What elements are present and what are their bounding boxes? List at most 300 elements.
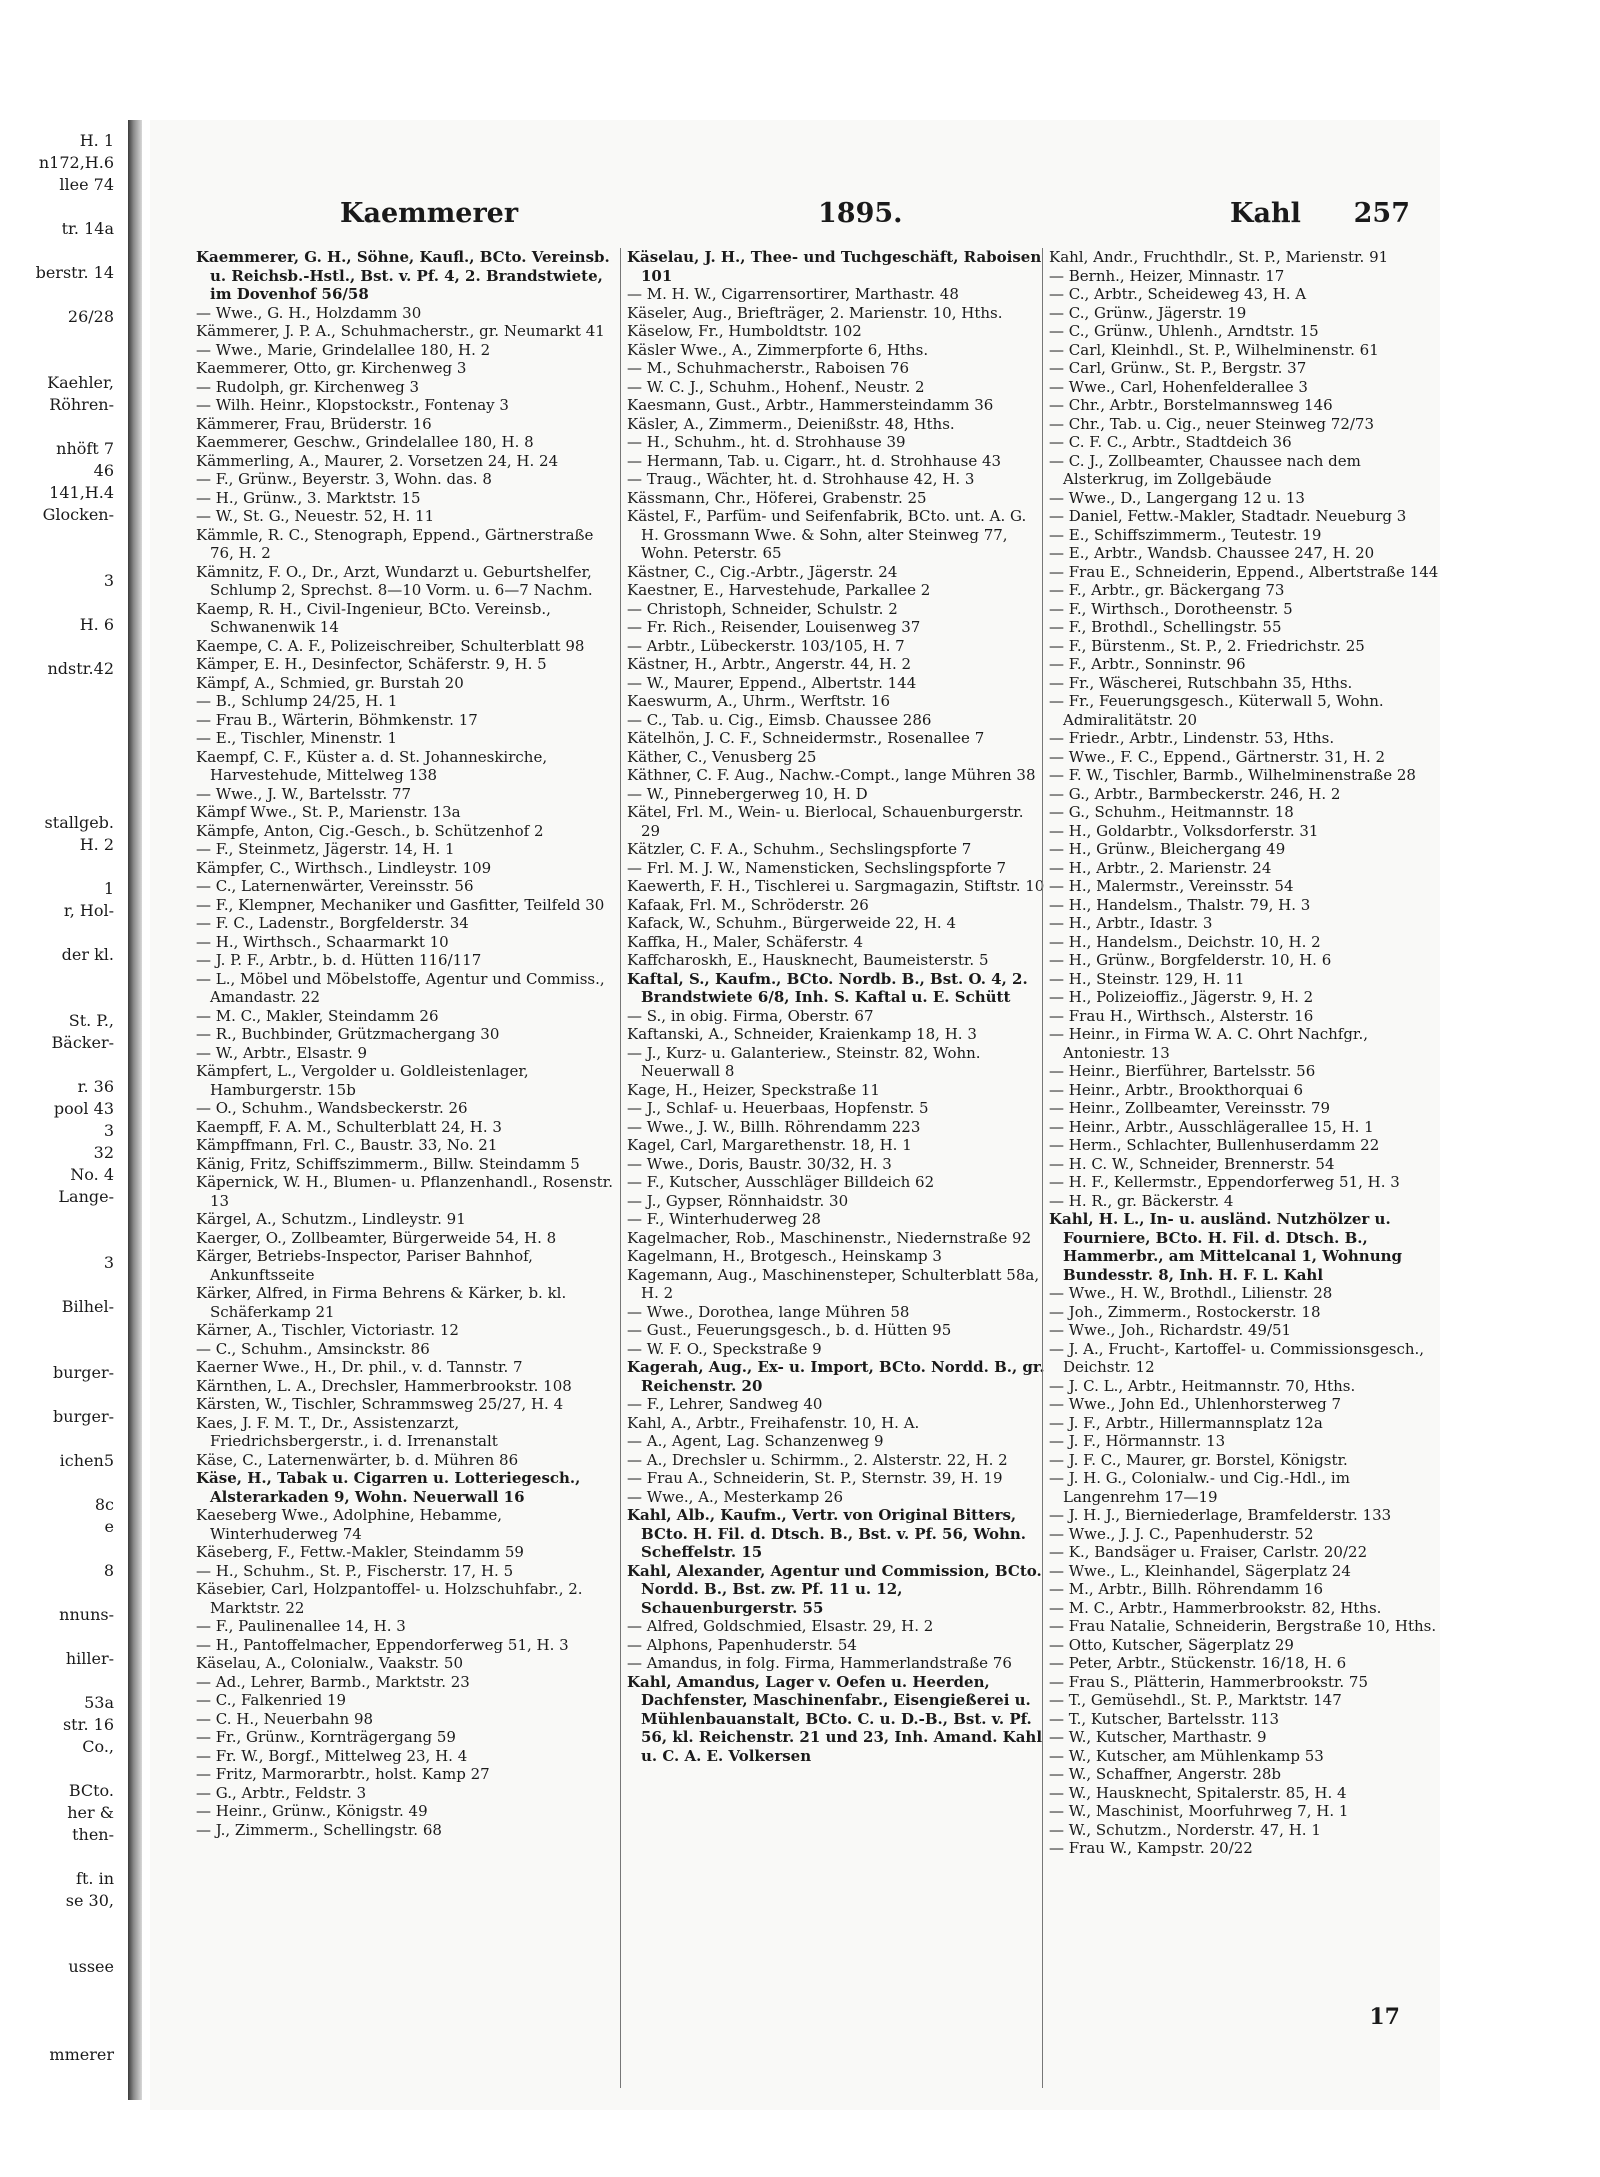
previous-page-fragment	[0, 328, 120, 350]
directory-entry: — Wwe., John Ed., Uhlenhorsterweg 7	[1049, 1395, 1342, 1413]
directory-entry: — H., Schuhm., ht. d. Strohhause 39	[627, 433, 906, 451]
directory-entry: — Chr., Arbtr., Borstelmannsweg 146	[1049, 396, 1333, 414]
directory-entry: Käseler, Aug., Briefträger, 2. Marienstr. 10, Hths.	[627, 303, 1003, 322]
directory-entry: — J. H. J., Bierniederlage, Bramfelderstr. 133	[1049, 1506, 1392, 1524]
directory-entry: Kahl, Alb., Kaufm., Vertr. von Original Bitters, BCto. H. Fil. d. Dtsch. B., Bst. v. Pf. 56, Wohn. Scheffelstr. 15	[627, 1506, 1027, 1561]
directory-entry: — Alfred, Goldschmied, Elsastr. 29, H. 2	[627, 1617, 934, 1635]
directory-entry: — Gust., Feuerungsgesch., b. d. Hütten 95	[627, 1321, 952, 1339]
directory-entry: Kagelmacher, Rob., Maschinenstr., Niedernstraße 92	[627, 1228, 1032, 1247]
directory-entry: Kahl, Andr., Fruchthdlr., St. P., Marienstr. 91	[1049, 248, 1389, 266]
directory-entry: — W., St. G., Neuestr. 52, H. 11	[196, 507, 435, 525]
directory-entry: — Frau W., Kampstr. 20/22	[1049, 1839, 1253, 1857]
directory-entry: Kaeseberg Wwe., Adolphine, Hebamme, Winterhuderweg 74	[196, 1506, 503, 1543]
directory-entry: Kahl, Alexander, Agentur und Commission, BCto. Nordd. B., Bst. zw. Pf. 11 u. 12, Schauenburgerstr. 55	[627, 1561, 1042, 1617]
directory-entry: Kämpfer, C., Wirthsch., Lindleystr. 109	[196, 858, 492, 877]
directory-entry: — C. F. C., Arbtr., Stadtdeich 36	[1049, 433, 1292, 451]
previous-page-fragment	[0, 1274, 120, 1296]
previous-page-fragment	[0, 1912, 120, 1934]
directory-entry: Kämpf, A., Schmied, gr. Burstah 20	[196, 673, 464, 692]
directory-entry: Kaes, J. F. M. T., Dr., Assistenzarzt, Friedrichsbergerstr., i. d. Irrenanstalt	[196, 1413, 498, 1450]
previous-page-fragment: ndstr.42	[47, 659, 114, 678]
directory-entry: Käselau, J. H., Thee- und Tuchgeschäft, Raboisen 101	[627, 248, 1042, 285]
previous-page-fragment: se 30,	[65, 1891, 114, 1910]
previous-page-fragment: 3	[103, 1253, 114, 1272]
directory-entry: — Alphons, Papenhuderstr. 54	[627, 1635, 857, 1654]
directory-entry: — Heinr., in Firma W. A. C. Ohrt Nachfgr., Antoniestr. 13	[1049, 1025, 1368, 1062]
directory-entry: — H., Grünw., Bleichergang 49	[1049, 840, 1286, 858]
directory-entry: — Friedr., Arbtr., Lindenstr. 53, Hths.	[1049, 729, 1335, 747]
previous-page-fragment: 53a	[84, 1693, 114, 1712]
directory-entry: Käther, C., Venusberg 25	[627, 747, 817, 766]
directory-entry: — Wwe., L., Kleinhandel, Sägerplatz 24	[1049, 1561, 1351, 1580]
directory-entry: Käsebier, Carl, Holzpantoffel- u. Holzschuhfabr., 2. Marktstr. 22	[196, 1580, 583, 1617]
directory-entry: — Fritz, Marmorarbtr., holst. Kamp 27	[196, 1765, 490, 1783]
directory-entry: — C., Grünw., Uhlenh., Arndtstr. 15	[1049, 322, 1319, 340]
directory-entry: — Wwe., J. J. C., Papenhuderstr. 52	[1049, 1524, 1314, 1543]
directory-entry: Kaemmerer, Otto, gr. Kirchenweg 3	[196, 359, 467, 377]
directory-entry: — F., Grünw., Beyerstr. 3, Wohn. das. 8	[196, 470, 492, 488]
directory-entry: — Heinr., Bierführer, Bartelsstr. 56	[1049, 1062, 1316, 1080]
directory-entry: — E., Schiffszimmerm., Teutestr. 19	[1049, 525, 1322, 544]
column-1	[196, 248, 616, 2088]
directory-entry: Kaewerth, F. H., Tischlerei u. Sargmagazin, Stiftstr. 10	[627, 877, 1045, 895]
directory-entry: Käse, H., Tabak u. Cigarren u. Lotteriegesch., Alsterarkaden 9, Wohn. Neuerwall 16	[196, 1469, 581, 1506]
previous-page-fragment: 8	[103, 1561, 114, 1580]
directory-entry: Kämper, E. H., Desinfector, Schäferstr. 9, H. 5	[196, 655, 547, 673]
previous-page-fragment: burger-	[53, 1407, 114, 1426]
directory-entry: — M., Arbtr., Billh. Röhrendamm 16	[1049, 1580, 1324, 1598]
previous-page-fragment: 46	[93, 461, 114, 480]
previous-page-fragment	[0, 790, 120, 812]
directory-entry: Kafaak, Frl. M., Schröderstr. 26	[627, 895, 869, 914]
previous-page-fragment: 3	[103, 1121, 114, 1140]
directory-entry: — K., Bandsäger u. Fraiser, Carlstr. 20/22	[1049, 1543, 1368, 1561]
directory-entry: Kagel, Carl, Margarethenstr. 18, H. 1	[627, 1136, 912, 1154]
directory-entry: — W., Schutzm., Norderstr. 47, H. 1	[1049, 1820, 1321, 1839]
previous-page-fragment	[0, 416, 120, 438]
directory-entry: Kahl, H. L., In- u. ausländ. Nutzhölzer u. Fourniere, BCto. H. Fil. d. Dtsch. B., Hammerbr., am Mittelcanal 1, Wohnung Bundesstr. 8, Inh. H. F. L. Kahl	[1049, 1210, 1402, 1284]
directory-entry: — Chr., Tab. u. Cig., neuer Steinweg 72/73	[1049, 414, 1374, 433]
previous-page-fragment	[0, 240, 120, 262]
previous-page-fragment: 8c	[94, 1495, 114, 1514]
directory-entry: Kahl, Amandus, Lager v. Oefen u. Heerden, Dachfenster, Maschinenfabr., Eisengießerei u. Mühlenbauanstalt, BCto. C. u. D.-B., Bst. v. Pf. 56, kl. Reichenstr. 21 und 23, Inh. Amand. Kahl u. C. A. E. Volkersen	[627, 1672, 1043, 1765]
previous-page-fragment: burger-	[53, 1363, 114, 1382]
directory-entry: — A., Drechsler u. Schirmm., 2. Alsterstr. 22, H. 2	[627, 1450, 1008, 1469]
previous-page-fragment	[0, 1340, 120, 1362]
directory-entry: — H., Pantoffelmacher, Eppendorferweg 51, H. 3	[196, 1635, 569, 1654]
directory-entry: — Hermann, Tab. u. Cigarr., ht. d. Strohhause 43	[627, 451, 1002, 470]
directory-entry: — A., Agent, Lag. Schanzenweg 9	[627, 1432, 884, 1450]
directory-entry: — L., Möbel und Möbelstoffe, Agentur und Commiss., Amandastr. 22	[196, 969, 605, 1006]
previous-page-fragment: ussee	[68, 1957, 114, 1976]
previous-page-fragment	[0, 1846, 120, 1868]
directory-entry: Kaemmerer, G. H., Söhne, Kaufl., BCto. Vereinsb. u. Reichsb.-Hstl., Bst. v. Pf. 4, 2. Brandstwiete, im Dovenhof 56/58	[196, 248, 610, 303]
directory-entry: — F., Klempner, Mechaniker und Gasfitter, Teilfeld 30	[196, 895, 605, 914]
previous-page-fragment	[0, 196, 120, 218]
directory-entry: Kärker, Alfred, in Firma Behrens & Kärker, b. kl. Schäferkamp 21	[196, 1284, 567, 1321]
directory-entry: — H., Handelsm., Deichstr. 10, H. 2	[1049, 932, 1321, 951]
directory-entry: — J. F. C., Maurer, gr. Borstel, Königstr.	[1049, 1450, 1348, 1469]
directory-entry: — Wwe., Carl, Hohenfelderallee 3	[1049, 377, 1308, 396]
directory-entry: Käsler, A., Zimmerm., Deienißstr. 48, Hths.	[627, 414, 955, 433]
directory-entry: Kagelmann, H., Brotgesch., Heinskamp 3	[627, 1247, 942, 1265]
directory-entry: — Wwe., J. W., Billh. Röhrendamm 223	[627, 1117, 921, 1136]
directory-entry: Käthner, C. F. Aug., Nachw.-Compt., lange Mühren 38	[627, 766, 1036, 784]
previous-page-fragment	[0, 922, 120, 944]
directory-entry: — F., Lehrer, Sandweg 40	[627, 1395, 823, 1413]
directory-entry: — Carl, Grünw., St. P., Bergstr. 37	[1049, 359, 1307, 377]
directory-entry: — Wwe., Doris, Baustr. 30/32, H. 3	[627, 1154, 892, 1173]
header-left-keyword: Kaemmerer	[340, 198, 519, 229]
directory-entry: Kaftanski, A., Schneider, Kraienkamp 18, H. 3	[627, 1025, 977, 1043]
directory-entry: Kästel, F., Parfüm- und Seifenfabrik, BCto. unt. A. G. H. Grossmann Wwe. & Sohn, alter Steinweg 77, Wohn. Peterstr. 65	[627, 507, 1027, 562]
directory-entry: Kaemp, R. H., Civil-Ingenieur, BCto. Vereinsb., Schwanenwik 14	[196, 599, 551, 636]
previous-page-fragment: St. P.,	[68, 1011, 114, 1030]
directory-entry: — Carl, Kleinhdl., St. P., Wilhelminenstr. 61	[1049, 340, 1379, 359]
previous-page-fragment: mmerer	[49, 2045, 114, 2064]
previous-page-fragment: n172,H.6	[38, 153, 114, 172]
previous-page-fragment: nhöft 7	[56, 439, 114, 458]
directory-entry: — Rudolph, gr. Kirchenweg 3	[196, 377, 420, 396]
previous-page-fragment: r, Hol-	[63, 901, 114, 920]
directory-entry: — M., Schuhmacherstr., Raboisen 76	[627, 359, 910, 377]
directory-entry: — W., Maschinist, Moorfuhrweg 7, H. 1	[1049, 1802, 1349, 1820]
previous-page-fragment: str. 16	[62, 1715, 114, 1734]
directory-entry: Kämpfe, Anton, Cig.-Gesch., b. Schützenhof 2	[196, 821, 544, 840]
previous-page-fragment: r. 36	[77, 1077, 114, 1096]
directory-entry: Känig, Fritz, Schiffszimmerm., Billw. Steindamm 5	[196, 1154, 580, 1173]
directory-entry: Kätel, Frl. M., Wein- u. Bierlocal, Schauenburgerstr. 29	[627, 803, 1024, 840]
directory-entry: Kämnitz, F. O., Dr., Arzt, Wundarzt u. Geburtshelfer, Schlump 2, Sprechst. 8—10 Vorm. u. 6—7 Nachm.	[196, 562, 593, 599]
directory-entry: — Herm., Schlachter, Bullenhuserdamm 22	[1049, 1136, 1380, 1154]
directory-entry: — W., Schaffner, Angerstr. 28b	[1049, 1765, 1282, 1783]
directory-entry: — J., Kurz- u. Galanteriew., Steinstr. 82, Wohn. Neuerwall 8	[627, 1043, 981, 1080]
directory-entry: — Wwe., Marie, Grindelallee 180, H. 2	[196, 340, 491, 359]
previous-page-fragment: BCto.	[68, 1781, 114, 1800]
directory-entry: — F., Paulinenallee 14, H. 3	[196, 1617, 406, 1635]
directory-entry: — F., Wirthsch., Dorotheenstr. 5	[1049, 599, 1293, 618]
directory-entry: Käselow, Fr., Humboldtstr. 102	[627, 322, 862, 340]
directory-entry: — F., Brothdl., Schellingstr. 55	[1049, 618, 1282, 636]
directory-entry: — H. R., gr. Bäckerstr. 4	[1049, 1191, 1234, 1210]
previous-page-fragment: llee 74	[59, 175, 114, 194]
directory-entry: — J. F., Hörmannstr. 13	[1049, 1432, 1226, 1450]
directory-entry: — F., Steinmetz, Jägerstr. 14, H. 1	[196, 840, 455, 858]
directory-entry: — Wwe., Joh., Richardstr. 49/51	[1049, 1321, 1292, 1339]
directory-entry: Kärgel, A., Schutzm., Lindleystr. 91	[196, 1210, 466, 1228]
previous-page-fragment: hiller-	[65, 1649, 114, 1668]
directory-entry: — Peter, Arbtr., Stückenstr. 16/18, H. 6	[1049, 1654, 1347, 1672]
directory-entry: — Bernh., Heizer, Minnastr. 17	[1049, 266, 1285, 285]
previous-page-fragment	[0, 1978, 120, 2000]
directory-entry: — Amandus, in folg. Firma, Hammerlandstraße 76	[627, 1654, 1012, 1672]
directory-entry: — F., Arbtr., Sonninstr. 96	[1049, 655, 1246, 673]
column-3	[1042, 248, 1441, 2088]
previous-page-fragment: Bäcker-	[51, 1033, 114, 1052]
previous-page-fragment: ichen5	[59, 1451, 114, 1470]
directory-entry: — Heinr., Arbtr., Brookthorquai 6	[1049, 1080, 1304, 1099]
previous-page-fragment	[0, 1538, 120, 1560]
previous-page-fragment: berstr. 14	[35, 263, 114, 282]
previous-page-fragment	[0, 2022, 120, 2044]
directory-entry: — F., Arbtr., gr. Bäckergang 73	[1049, 581, 1285, 599]
directory-entry: Kaftal, S., Kaufm., BCto. Nordb. B., Bst. O. 4, 2. Brandstwiete 6/8, Inh. S. Kaftal u. E. Schütt	[627, 969, 1028, 1006]
directory-entry: — M. H. W., Cigarrensortirer, Marthastr. 48	[627, 285, 959, 303]
previous-page-fragment: H. 1	[79, 131, 114, 150]
previous-page-fragment	[0, 768, 120, 790]
directory-entry: Kaempff, F. A. M., Schulterblatt 24, H. 3	[196, 1117, 502, 1136]
directory-entry: — T., Kutscher, Bartelsstr. 113	[1049, 1709, 1280, 1728]
directory-entry: — W., Kutscher, am Mühlenkamp 53	[1049, 1746, 1324, 1765]
directory-entry: — H. F., Kellermstr., Eppendorferweg 51, H. 3	[1049, 1173, 1400, 1191]
directory-entry: — Wwe., F. C., Eppend., Gärtnerstr. 31, H. 2	[1049, 747, 1386, 766]
directory-page	[150, 120, 1440, 2110]
previous-page-fragment	[0, 1758, 120, 1780]
directory-entry: — S., in obig. Firma, Oberstr. 67	[627, 1006, 874, 1025]
directory-entry: Käpernick, W. H., Blumen- u. Pflanzenhandl., Rosenstr. 13	[196, 1173, 613, 1210]
directory-entry: — Wwe., G. H., Holzdamm 30	[196, 303, 422, 322]
directory-entry: Kahl, A., Arbtr., Freihafenstr. 10, H. A.	[627, 1413, 920, 1432]
previous-page-fragment	[0, 1582, 120, 1604]
directory-entry: — W., Kutscher, Marthastr. 9	[1049, 1728, 1267, 1746]
directory-entry: — Fr., Wäscherei, Rutschbahn 35, Hths.	[1049, 673, 1353, 692]
directory-entry: Kage, H., Heizer, Speckstraße 11	[627, 1080, 880, 1099]
directory-entry: — Traug., Wächter, ht. d. Strohhause 42, H. 3	[627, 470, 975, 488]
directory-entry: — Frau Natalie, Schneiderin, Bergstraße 10, Hths.	[1049, 1617, 1437, 1635]
directory-entry: Kärner, A., Tischler, Victoriastr. 12	[196, 1321, 459, 1339]
previous-page-edge	[0, 130, 120, 2090]
previous-page-fragment: e	[104, 1517, 114, 1536]
previous-page-fragment: 3	[103, 571, 114, 590]
directory-entry: — Fr. Rich., Reisender, Louisenweg 37	[627, 618, 921, 636]
previous-page-fragment: ft. in	[76, 1869, 114, 1888]
previous-page-fragment	[0, 1934, 120, 1956]
directory-entry: — F., Bürstenm., St. P., 2. Friedrichstr. 25	[1049, 636, 1365, 655]
previous-page-fragment	[0, 526, 120, 548]
directory-entry: — Frau B., Wärterin, Böhmkenstr. 17	[196, 710, 478, 729]
directory-entry: — C., Falkenried 19	[196, 1691, 347, 1709]
previous-page-fragment: Bilhel-	[61, 1297, 114, 1316]
directory-entry: — H., Handelsm., Thalstr. 79, H. 3	[1049, 895, 1311, 914]
previous-page-fragment: 1	[103, 879, 114, 898]
directory-entry: — H., Arbtr., 2. Marienstr. 24	[1049, 858, 1272, 877]
directory-entry: — Heinr., Arbtr., Ausschlägerallee 15, H. 1	[1049, 1117, 1374, 1136]
previous-page-fragment	[0, 1384, 120, 1406]
directory-entry: — Ad., Lehrer, Barmb., Marktstr. 23	[196, 1672, 470, 1691]
directory-entry: Kämmerling, A., Maurer, 2. Vorsetzen 24, H. 24	[196, 451, 559, 470]
directory-entry: — C., Schuhm., Amsinckstr. 86	[196, 1339, 430, 1358]
directory-entry: — J. P. F., Arbtr., b. d. Hütten 116/117	[196, 951, 482, 969]
directory-entry: — Otto, Kutscher, Sägerplatz 29	[1049, 1635, 1294, 1654]
directory-entry: — B., Schlump 24/25, H. 1	[196, 692, 398, 710]
directory-entry: — H., Malermstr., Vereinsstr. 54	[1049, 877, 1294, 895]
previous-page-fragment	[0, 988, 120, 1010]
previous-page-fragment: 26/28	[67, 307, 114, 326]
previous-page-fragment	[0, 1428, 120, 1450]
directory-entry: — H., Schuhm., St. P., Fischerstr. 17, H. 5	[196, 1561, 514, 1580]
directory-entry: — G., Arbtr., Feldstr. 3	[196, 1783, 367, 1802]
directory-entry: — C. H., Neuerbahn 98	[196, 1709, 374, 1728]
previous-page-fragment	[0, 1230, 120, 1252]
previous-page-fragment: her &	[67, 1803, 114, 1822]
directory-entry: — R., Buchbinder, Grützmachergang 30	[196, 1025, 500, 1043]
directory-entry: Kämmerer, Frau, Brüderstr. 16	[196, 414, 432, 433]
directory-entry: — H. C. W., Schneider, Brennerstr. 54	[1049, 1154, 1335, 1173]
previous-page-fragment	[0, 636, 120, 658]
directory-entry: — C., Arbtr., Scheideweg 43, H. A	[1049, 285, 1307, 303]
directory-entry: — Frau S., Plätterin, Hammerbrookstr. 75	[1049, 1672, 1369, 1691]
directory-entry: Käsler Wwe., A., Zimmerpforte 6, Hths.	[627, 340, 929, 359]
directory-entry: — Frau E., Schneiderin, Eppend., Albertstraße 144	[1049, 562, 1439, 581]
previous-page-fragment	[0, 548, 120, 570]
directory-entry: Kärger, Betriebs-Inspector, Pariser Bahnhof, Ankunftsseite	[196, 1247, 533, 1284]
directory-entry: — Wwe., J. W., Bartelsstr. 77	[196, 784, 412, 803]
previous-page-fragment: then-	[72, 1825, 114, 1844]
directory-entry: — Wwe., H. W., Brothdl., Lilienstr. 28	[1049, 1284, 1333, 1302]
previous-page-fragment	[0, 680, 120, 702]
directory-entry: — H., Wirthsch., Schaarmarkt 10	[196, 932, 449, 951]
book-gutter	[128, 120, 142, 2100]
previous-page-fragment	[0, 2000, 120, 2022]
directory-entry: Käse, C., Laternenwärter, b. d. Mühren 86	[196, 1450, 519, 1469]
previous-page-fragment: H. 2	[79, 835, 114, 854]
directory-entry: — Frau H., Wirthsch., Alsterstr. 16	[1049, 1006, 1314, 1025]
directory-entry: — J. C. L., Arbtr., Heitmannstr. 70, Hths.	[1049, 1376, 1356, 1395]
directory-entry: — Fr. W., Borgf., Mittelweg 23, H. 4	[196, 1746, 468, 1765]
directory-entry: — H., Arbtr., Idastr. 3	[1049, 914, 1213, 932]
directory-entry: — T., Gemüsehdl., St. P., Marktstr. 147	[1049, 1691, 1342, 1709]
directory-entry: — F., Kutscher, Ausschläger Billdeich 62	[627, 1173, 935, 1191]
directory-entry: — E., Tischler, Minenstr. 1	[196, 729, 397, 747]
previous-page-fragment	[0, 1054, 120, 1076]
previous-page-fragment	[0, 1208, 120, 1230]
directory-entry: — W., Maurer, Eppend., Albertstr. 144	[627, 673, 917, 692]
previous-page-fragment	[0, 592, 120, 614]
directory-entry: — Fr., Feuerungsgesch., Küterwall 5, Wohn. Admiralitätstr. 20	[1049, 692, 1384, 729]
previous-page-fragment	[0, 1670, 120, 1692]
previous-page-fragment: Lange-	[58, 1187, 114, 1206]
directory-entry: Kärnthen, L. A., Drechsler, Hammerbrookstr. 108	[196, 1376, 572, 1395]
directory-entry: — Wwe., D., Langergang 12 u. 13	[1049, 488, 1305, 507]
previous-page-fragment: der kl.	[61, 945, 114, 964]
directory-entry: — J. H. G., Colonialw.- und Cig.-Hdl., im Langenrehm 17—19	[1049, 1469, 1350, 1506]
previous-page-fragment	[0, 724, 120, 746]
directory-entry: — M. C., Makler, Steindamm 26	[196, 1006, 439, 1025]
directory-entry: — W. C. J., Schuhm., Hohenf., Neustr. 2	[627, 377, 925, 396]
directory-entry: — Arbtr., Lübeckerstr. 103/105, H. 7	[627, 636, 905, 655]
directory-entry: — J., Schlaf- u. Heuerbaas, Hopfenstr. 5	[627, 1099, 929, 1117]
directory-entry: — W., Pinnebergerweg 10, H. D	[627, 784, 868, 803]
directory-entry: — G., Arbtr., Barmbeckerstr. 246, H. 2	[1049, 784, 1341, 803]
previous-page-fragment	[0, 856, 120, 878]
directory-entry: Kätelhön, J. C. F., Schneidermstr., Rosenallee 7	[627, 729, 985, 747]
directory-entry: Kätzler, C. F. A., Schuhm., Sechslingspforte 7	[627, 840, 972, 858]
directory-entry: — F. W., Tischler, Barmb., Wilhelminenstraße 28	[1049, 766, 1416, 784]
directory-entry: Kaemmerer, Geschw., Grindelallee 180, H. 8	[196, 433, 534, 451]
previous-page-fragment: Röhren-	[49, 395, 114, 414]
directory-entry: Kafack, W., Schuhm., Bürgerweide 22, H. 4	[627, 914, 957, 932]
previous-page-fragment	[0, 746, 120, 768]
header-right-keyword: Kahl	[1230, 198, 1301, 229]
previous-page-fragment	[0, 966, 120, 988]
directory-entry: Kagemann, Aug., Maschinensteper, Schulterblatt 58a, H. 2	[627, 1265, 1040, 1302]
directory-entry: Kässmann, Chr., Höferei, Grabenstr. 25	[627, 488, 927, 507]
directory-entry: — Frau A., Schneiderin, St. P., Sternstr. 39, H. 19	[627, 1469, 1003, 1487]
directory-entry: — W. F. O., Speckstraße 9	[627, 1339, 822, 1358]
directory-entry: — Daniel, Fettw.-Makler, Stadtadr. Neueburg 3	[1049, 507, 1407, 525]
directory-entry: Kämmerer, J. P. A., Schuhmacherstr., gr. Neumarkt 41	[196, 322, 605, 340]
directory-entry: — G., Schuhm., Heitmannstr. 18	[1049, 803, 1294, 821]
directory-entry: — Fr., Grünw., Kornträgergang 59	[196, 1728, 456, 1746]
directory-entry: — Wilh. Heinr., Klopstockstr., Fontenay 3	[196, 396, 509, 414]
previous-page-fragment: stallgeb.	[44, 813, 114, 832]
previous-page-fragment	[0, 1472, 120, 1494]
directory-entry: — H., Grünw., Borgfelderstr. 10, H. 6	[1049, 951, 1332, 969]
previous-page-fragment: Kaehler,	[47, 373, 114, 392]
directory-entry: — H., Polizeioffiz., Jägerstr. 9, H. 2	[1049, 988, 1314, 1006]
previous-page-fragment: pool 43	[53, 1099, 114, 1118]
directory-entry: — Christoph, Schneider, Schulstr. 2	[627, 599, 898, 618]
directory-entry: Kästner, C., Cig.-Arbtr., Jägerstr. 24	[627, 562, 898, 581]
directory-entry: Kästner, H., Arbtr., Angerstr. 44, H. 2	[627, 655, 912, 673]
directory-entry: Kämpffmann, Frl. C., Baustr. 33, No. 21	[196, 1136, 498, 1154]
previous-page-fragment: Glocken-	[42, 505, 114, 524]
previous-page-fragment	[0, 350, 120, 372]
previous-page-fragment	[0, 702, 120, 724]
directory-entry: Kaestner, E., Harvestehude, Parkallee 2	[627, 581, 931, 599]
directory-entry: Kaerger, O., Zollbeamter, Bürgerweide 54, H. 8	[196, 1228, 557, 1247]
directory-entry: — E., Arbtr., Wandsb. Chaussee 247, H. 20	[1049, 544, 1375, 562]
directory-entry: Kärsten, W., Tischler, Schrammsweg 25/27, H. 4	[196, 1395, 564, 1413]
directory-entry: Kaffcharoskh, E., Hausknecht, Baumeisterstr. 5	[627, 951, 989, 969]
directory-entry: Kaempe, C. A. F., Polizeischreiber, Schulterblatt 98	[196, 636, 585, 655]
directory-entry: — Wwe., Dorothea, lange Mühren 58	[627, 1302, 910, 1321]
directory-entry: Kaffka, H., Maler, Schäferstr. 4	[627, 932, 864, 951]
previous-page-fragment: 141,H.4	[49, 483, 114, 502]
signature-mark: 17	[1369, 2004, 1400, 2030]
directory-entry: Kaerner Wwe., H., Dr. phil., v. d. Tannstr. 7	[196, 1358, 523, 1376]
directory-entry: — F., Winterhuderweg 28	[627, 1210, 821, 1228]
page-number: 257	[1353, 198, 1410, 229]
directory-entry: Kaeswurm, A., Uhrm., Werftstr. 16	[627, 692, 890, 710]
running-header	[190, 198, 1410, 232]
directory-entry: — O., Schuhm., Wandsbeckerstr. 26	[196, 1099, 468, 1117]
previous-page-fragment: H. 6	[79, 615, 114, 634]
directory-entry: Kaesmann, Gust., Arbtr., Hammersteindamm 36	[627, 396, 994, 414]
directory-entry: — F. C., Ladenstr., Borgfelderstr. 34	[196, 914, 469, 932]
directory-entry: — W., Hausknecht, Spitalerstr. 85, H. 4	[1049, 1783, 1347, 1802]
header-year: 1895.	[818, 198, 903, 229]
directory-entry: Kämpfert, L., Vergolder u. Goldleistenlager, Hamburgerstr. 15b	[196, 1062, 529, 1099]
directory-entry: — C. J., Zollbeamter, Chaussee nach dem Alsterkrug, im Zollgebäude	[1049, 451, 1361, 488]
previous-page-fragment: Co.,	[82, 1737, 114, 1756]
directory-entry: — Frl. M. J. W., Namensticken, Sechslingspforte 7	[627, 858, 1007, 877]
directory-entry: — Heinr., Zollbeamter, Vereinsstr. 79	[1049, 1099, 1331, 1117]
directory-entry: Kämmle, R. C., Stenograph, Eppend., Gärtnerstraße 76, H. 2	[196, 525, 594, 562]
previous-page-fragment	[0, 1318, 120, 1340]
directory-entry: — Heinr., Grünw., Königstr. 49	[196, 1802, 428, 1820]
directory-entry: — W., Arbtr., Elsastr. 9	[196, 1043, 368, 1062]
column-2	[620, 248, 1047, 2088]
directory-entry: — Joh., Zimmerm., Rostockerstr. 18	[1049, 1302, 1321, 1321]
directory-entry: — J., Gypser, Rönnhaidstr. 30	[627, 1191, 849, 1210]
directory-entry: Käseberg, F., Fettw.-Makler, Steindamm 59	[196, 1543, 524, 1561]
directory-entry: — H., Goldarbtr., Volksdorferstr. 31	[1049, 821, 1319, 840]
directory-entry: — Wwe., A., Mesterkamp 26	[627, 1487, 844, 1506]
directory-entry: — J. A., Frucht-, Kartoffel- u. Commissionsgesch., Deichstr. 12	[1049, 1339, 1425, 1376]
directory-entry: — C., Grünw., Jägerstr. 19	[1049, 303, 1247, 322]
previous-page-fragment: nnuns-	[59, 1605, 114, 1624]
